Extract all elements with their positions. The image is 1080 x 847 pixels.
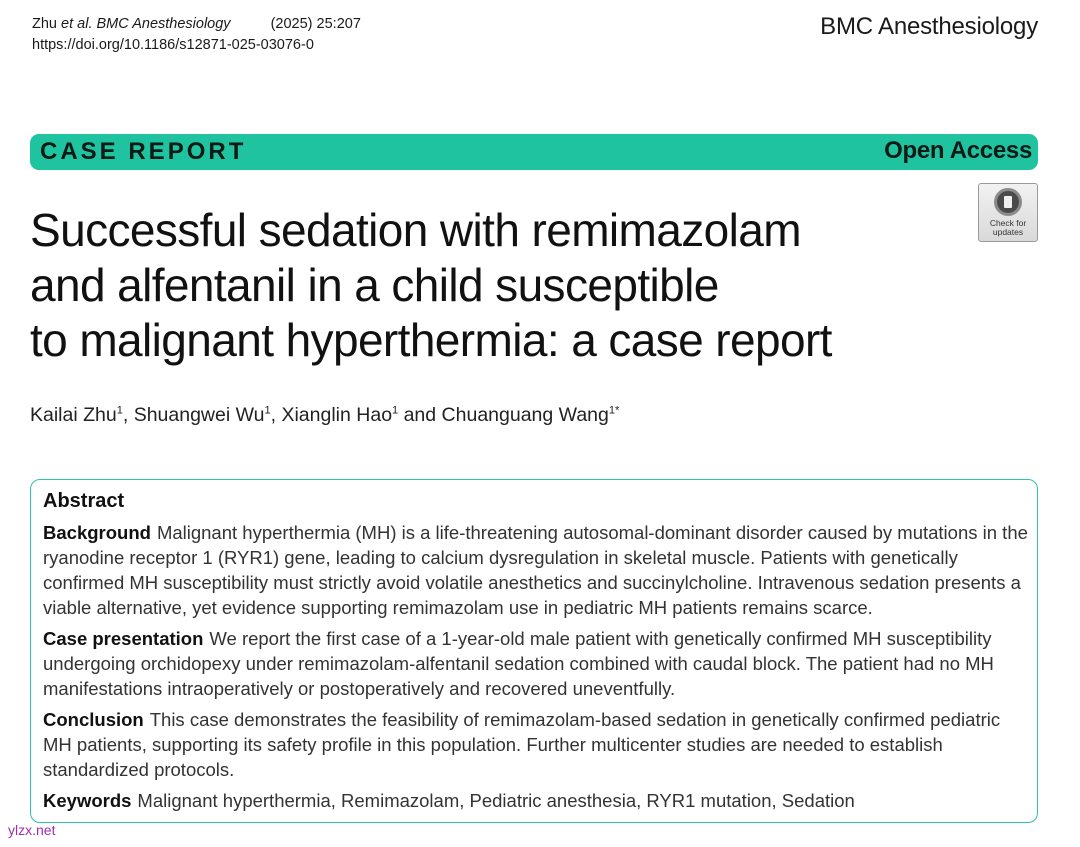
citation-line bbox=[32, 14, 361, 35]
article-type-label: CASE REPORT bbox=[40, 138, 247, 165]
author-separator: , bbox=[270, 404, 282, 426]
author-name[interactable]: Kailai Zhu bbox=[30, 404, 117, 426]
author-separator: , bbox=[122, 404, 134, 426]
case-label: Case presentation bbox=[43, 628, 204, 649]
abstract-heading: Abstract bbox=[43, 490, 125, 512]
case-text: We report the first case of a 1-year-old male patient with genetically confirmed MH susceptibility undergoing orchidopexy under remimazolam-alfentanil sedation combined with caudal block. The patient had no MH manifestations intraoperatively or postoperatively and recovered uneventfully. bbox=[43, 628, 994, 699]
abstract-box bbox=[30, 479, 1038, 823]
title-line: Successful sedation with remimazolam bbox=[30, 204, 801, 256]
title-line: and alfentanil in a child susceptible bbox=[30, 259, 719, 311]
abstract-case-presentation bbox=[43, 626, 1028, 701]
author-list bbox=[30, 404, 619, 427]
author-affiliation: 1 bbox=[392, 404, 399, 417]
open-access-label: Open Access bbox=[884, 137, 1032, 164]
author-affiliation: 1 bbox=[264, 404, 271, 417]
author-separator: and bbox=[398, 404, 442, 426]
abstract-conclusion bbox=[43, 707, 1028, 782]
keywords-label: Keywords bbox=[43, 790, 132, 811]
check-updates-line2: updates bbox=[992, 227, 1024, 237]
citation-etal: et al. bbox=[61, 16, 93, 32]
conclusion-label: Conclusion bbox=[43, 709, 144, 730]
author-affiliation: 1* bbox=[608, 404, 620, 417]
article-title bbox=[30, 203, 930, 368]
check-for-updates-icon bbox=[994, 188, 1022, 216]
watermark: ylzx.net bbox=[8, 822, 56, 838]
doi-link[interactable]: https://doi.org/10.1186/s12871-025-03076-0 bbox=[32, 37, 314, 53]
title-line: to malignant hyperthermia: a case report bbox=[30, 314, 832, 366]
journal-name: BMC Anesthesiology bbox=[820, 13, 1038, 40]
conclusion-text: This case demonstrates the feasibility of remimazolam-based sedation in genetically confirmed pediatric MH patients, supporting its safety profile in this population. Further multicenter studies are needed to establish standardized protocols. bbox=[43, 709, 1001, 780]
background-label: Background bbox=[43, 522, 151, 543]
citation-header bbox=[32, 14, 361, 56]
author-affiliation: 1 bbox=[116, 404, 123, 417]
citation-issue: (2025) 25:207 bbox=[270, 16, 361, 32]
author-name[interactable]: Shuangwei Wu bbox=[133, 404, 265, 426]
author-name[interactable]: Chuanguang Wang bbox=[441, 404, 609, 426]
citation-authors: Zhu bbox=[32, 16, 57, 32]
check-for-updates-button[interactable] bbox=[978, 183, 1038, 242]
check-updates-line1: Check for bbox=[989, 218, 1027, 228]
author-name[interactable]: Xianglin Hao bbox=[281, 404, 393, 426]
keywords-text: Malignant hyperthermia, Remimazolam, Pediatric anesthesia, RYR1 mutation, Sedation bbox=[137, 790, 855, 811]
citation-journal: BMC Anesthesiology bbox=[96, 16, 231, 32]
article-type-banner bbox=[30, 134, 1038, 170]
background-text: Malignant hyperthermia (MH) is a life-threatening autosomal-dominant disorder caused by mutations in the ryanodine receptor 1 (RYR1) gene, leading to calcium dysregulation in skeletal muscle. Patients with genetically confirmed MH susceptibility must strictly avoid volatile anesthetics and succinylcholine. Intravenous sedation presents a viable alternative, yet evidence supporting remimazolam use in pediatric MH patients remains scarce. bbox=[43, 522, 1028, 618]
abstract-background bbox=[43, 520, 1028, 620]
abstract-keywords bbox=[43, 788, 1028, 813]
